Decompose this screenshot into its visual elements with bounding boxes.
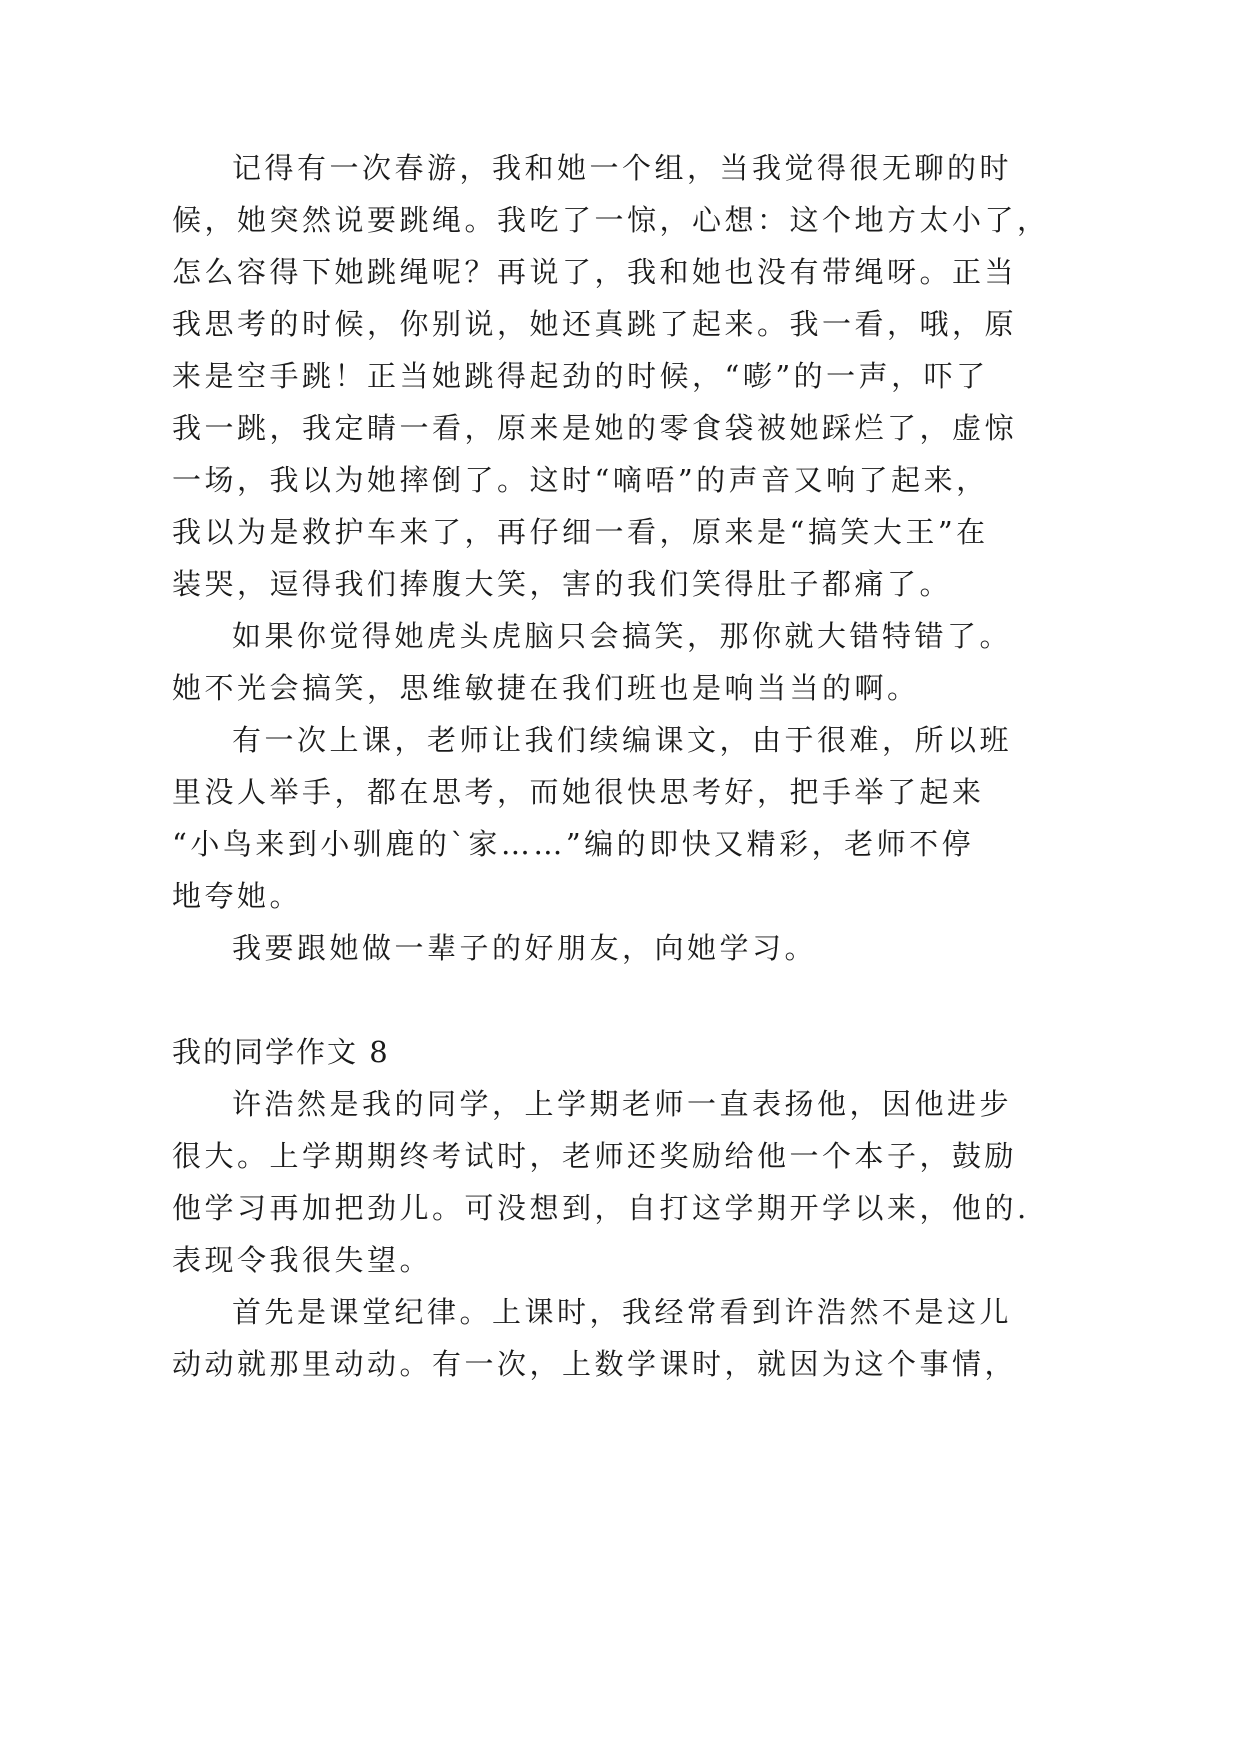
text-line: 来是空手跳！正当她跳得起劲的时候，“嘭”的一声，吓了: [172, 359, 989, 393]
text-line: 很大。上学期期终考试时，老师还奖励给他一个本子，鼓励: [172, 1139, 1018, 1173]
text-line: 我以为是救护车来了，再仔细一看，原来是“搞笑大王”在: [172, 515, 989, 549]
text-line: 装哭，逗得我们捧腹大笑，害的我们笑得肚子都痛了。: [172, 567, 953, 601]
text-line: 许浩然是我的同学，上学期老师一直表扬他，因他进步: [232, 1087, 1013, 1121]
section-heading: 我的同学作文 8: [172, 1035, 390, 1069]
text-line: 我思考的时候，你别说，她还真跳了起来。我一看，哦，原: [172, 307, 1018, 341]
text-line: 候，她突然说要跳绳。我吃了一惊，心想：这个地方太小了，: [172, 203, 1050, 237]
text-line: 地夸她。: [172, 879, 303, 913]
text-line: 记得有一次春游，我和她一个组，当我觉得很无聊的时: [232, 151, 1013, 185]
text-line: 动动就那里动动。有一次，上数学课时，就因为这个事情，: [172, 1347, 1018, 1381]
text-line: 有一次上课，老师让我们续编课文，由于很难，所以班: [232, 723, 1013, 757]
text-line: 首先是课堂纪律。上课时，我经常看到许浩然不是这儿: [232, 1295, 1013, 1329]
text-line: 我一跳，我定睛一看，原来是她的零食袋被她踩烂了，虚惊: [172, 411, 1018, 445]
text-line: 我要跟她做一辈子的好朋友，向她学习。: [232, 931, 818, 965]
text-line: “小鸟来到小驯鹿的`家……”编的即快又精彩，老师不停: [172, 827, 975, 861]
text-line: 里没人举手，都在思考，而她很快思考好，把手举了起来: [172, 775, 985, 809]
text-line: 一场，我以为她摔倒了。这时“嘀唔”的声音又响了起来，: [172, 463, 989, 497]
text-line: 如果你觉得她虎头虎脑只会搞笑，那你就大错特错了。: [232, 619, 1013, 653]
text-line: 怎么容得下她跳绳呢？再说了，我和她也没有带绳呀。正当: [172, 255, 1018, 289]
text-line: 他学习再加把劲儿。可没想到，自打这学期开学以来，他的.: [172, 1191, 1030, 1225]
text-line: 表现令我很失望。: [172, 1243, 433, 1277]
text-line: 她不光会搞笑，思维敏捷在我们班也是响当当的啊。: [172, 671, 920, 705]
